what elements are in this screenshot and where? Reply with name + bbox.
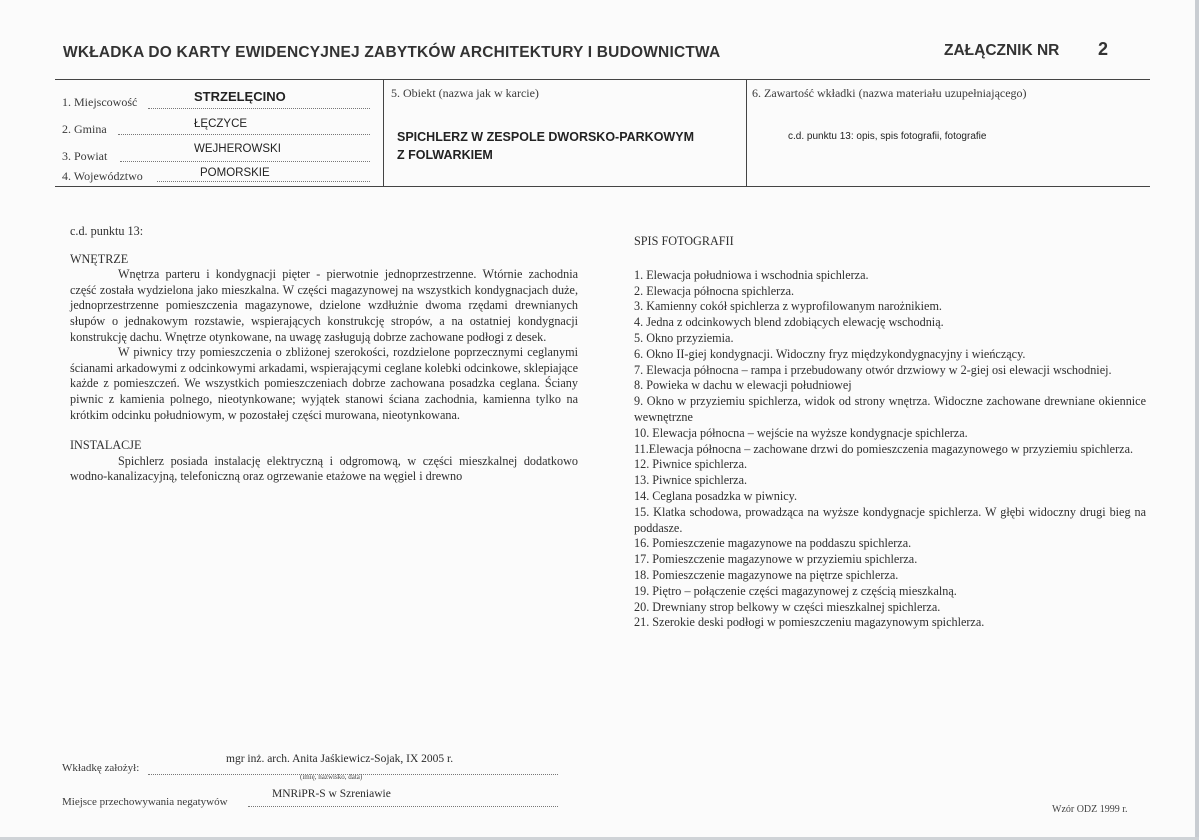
miejscowosc-dotline bbox=[148, 108, 370, 109]
photo-list-item: 6. Okno II-giej kondygnacji. Widoczny fryz międzykondygnacyjny i wieńczący. bbox=[634, 346, 1026, 361]
powiat-label: 3. Powiat bbox=[62, 149, 108, 163]
photo-list-item: 8. Powieka w dachu w elewacji południowej bbox=[634, 378, 852, 393]
photo-list-item: 19. Piętro – połączenie części magazynowej z częścią mieszkalną. bbox=[634, 583, 957, 598]
photo-list-item: 9. Okno w przyziemiu spichlerza, widok od strony wnętrza. Widoczne zachowane drewniane okiennice wewnętrzne bbox=[634, 394, 1146, 424]
photo-list bbox=[634, 268, 1146, 631]
content-label: 6. Zawartość wkładki (nazwa materiału uzupełniającego) bbox=[752, 86, 1027, 100]
wojewodztwo-label: 4. Województwo bbox=[62, 169, 143, 183]
photo-list-item: 14. Ceglana posadzka w piwnicy. bbox=[634, 488, 798, 503]
powiat-value: WEJHEROWSKI bbox=[194, 143, 281, 155]
attachment-number: 2 bbox=[1098, 39, 1109, 59]
author-hint: (imię, nazwisko, data) bbox=[300, 773, 363, 781]
photo-list-item: 17. Pomieszczenie magazynowe w przyziemiu spichlerza. bbox=[634, 552, 918, 567]
box-divider-2 bbox=[746, 79, 747, 187]
photo-list-item: 3. Kamienny cokół spichlerza z wyprofilowanym narożnikiem. bbox=[634, 299, 942, 314]
spacer bbox=[70, 423, 578, 435]
photo-list-item: 4. Jedna z odcinkowych blend zdobiących elewację wschodnią. bbox=[634, 315, 944, 330]
photo-list-item: 13. Piwnice spichlerza. bbox=[634, 473, 748, 488]
installations-heading: INSTALACJE bbox=[70, 438, 142, 453]
wojewodztwo-dotline bbox=[157, 181, 370, 182]
box-bottom-line bbox=[55, 186, 1150, 187]
description-section bbox=[70, 224, 578, 485]
attachment-label: ZAŁĄCZNIK NR bbox=[944, 42, 1060, 59]
interiors-paragraph-1: Wnętrza parteru i kondygnacji pięter - pierwotnie jednoprzestrzenne. Wtórnie zachodnia część została wydzielona jako mieszkalna. W części magazynowej na wszystkich kondygnacjach duże, jednoprzestrzenne pomieszczenia magazynowe, dzielone wzdłużnie dwoma rzędami drewnianych słupów o jednakowym rozstawie, wspierających konstrukcję stropów, a na ostatniej kondygnacji konstrukcję dachu. Wnętrze otynkowane, na uwagę zasługują dobrze zachowane podłogi z desek. bbox=[70, 267, 578, 344]
storage-value: MNRiPR-S w Szreniawie bbox=[272, 788, 391, 800]
photo-list-item: 2. Elewacja północna spichlerza. bbox=[634, 283, 795, 298]
photo-list-item: 7. Elewacja północna – rampa i przebudowany otwór drzwiowy w 2-giej osi elewacji wschodniej. bbox=[634, 362, 1112, 377]
miejscowosc-value: STRZELĘCINO bbox=[194, 89, 286, 104]
photo-list-item: 21. Szerokie deski podłogi w pomieszczeniu magazynowym spichlerza. bbox=[634, 615, 985, 630]
miejscowosc-label: 1. Miejscowość bbox=[62, 95, 138, 109]
form-code: Wzór ODZ 1999 r. bbox=[1052, 804, 1128, 815]
photo-list-heading: SPIS FOTOGRAFII bbox=[634, 234, 734, 248]
author-label: Wkładkę założył: bbox=[62, 762, 140, 774]
photo-list-item: 5. Okno przyziemia. bbox=[634, 330, 734, 345]
powiat-dotline bbox=[120, 161, 370, 162]
photo-list-item: 12. Piwnice spichlerza. bbox=[634, 457, 748, 472]
object-name-line-2: Z FOLWARKIEM bbox=[397, 148, 493, 162]
continuation-label: c.d. punktu 13: bbox=[70, 224, 144, 238]
photo-list-item: 15. Klatka schodowa, prowadząca na wyższe kondygnacje spichlerza. W głębi widoczny drugi bieg na poddasze. bbox=[634, 504, 1146, 535]
gmina-label: 2. Gmina bbox=[62, 122, 107, 136]
photo-list-item: 20. Drewniany strop belkowy w części mieszkalnej spichlerza. bbox=[634, 599, 941, 614]
author-value: mgr inż. arch. Anita Jaśkiewicz-Sojak, IX 2005 r. bbox=[226, 753, 454, 765]
gmina-value: ŁĘCZYCE bbox=[194, 118, 248, 130]
object-name-line-1: SPICHLERZ W ZESPOLE DWORSKO-PARKOWYM bbox=[397, 130, 694, 144]
interiors-paragraph-2: W piwnicy trzy pomieszczenia o zbliżonej szerokości, rozdzielone poprzecznymi ceglanymi ścianami arkadowymi z odcinkowymi arkadami, wspierającymi ceglane kolebki odcinkowe, sklepiające każde z pomieszczeń. We wszystkich pomieszczeniach dobrze zachowana posadzka ceglana. Ściany piwnic z kamienia polnego, nieotynkowane; wyjątek stanowi ściana zachodnia, kamienna tylko na krótkim odcinku południowym, w pozostałej części murowana, nieotynkowana. bbox=[70, 345, 578, 422]
gmina-dotline bbox=[118, 134, 370, 135]
spacer bbox=[70, 240, 578, 249]
photo-list-item: 1. Elewacja południowa i wschodnia spichlerza. bbox=[634, 267, 869, 282]
photo-list-item: 10. Elewacja północna – wejście na wyższe kondygnacje spichlerza. bbox=[634, 425, 968, 440]
photo-list-section bbox=[634, 234, 1146, 631]
photo-list-item: 16. Pomieszczenie magazynowe na poddaszu spichlerza. bbox=[634, 536, 912, 551]
object-name bbox=[397, 128, 742, 164]
box-top-line bbox=[55, 79, 1150, 80]
installations-paragraph: Spichlerz posiada instalację elektryczną i odgromową, w części mieszkalnej dodatkowo wodno-kanalizacyjną, telefoniczną oraz ogrzewanie etażowe na węgiel i drewno bbox=[70, 453, 578, 484]
box-divider-1 bbox=[383, 79, 384, 187]
wojewodztwo-value: POMORSKIE bbox=[200, 167, 270, 179]
photo-list-item: 18. Pomieszczenie magazynowe na piętrze spichlerza. bbox=[634, 567, 899, 582]
interiors-heading: WNĘTRZE bbox=[70, 251, 129, 266]
content-value: c.d. punktu 13: opis, spis fotografii, fotografie bbox=[788, 131, 987, 142]
storage-label: Miejsce przechowywania negatywów bbox=[62, 796, 228, 808]
storage-dotline bbox=[248, 806, 558, 807]
photo-list-item: 11.Elewacja północna – zachowane drzwi do pomieszczenia magazynowego w przyziemiu spichlerza. bbox=[634, 441, 1134, 456]
object-label: 5. Obiekt (nazwa jak w karcie) bbox=[391, 86, 539, 100]
form-title: WKŁADKA DO KARTY EWIDENCYJNEJ ZABYTKÓW ARCHITEKTURY I BUDOWNICTWA bbox=[63, 44, 721, 61]
paper-edge-right bbox=[1195, 0, 1199, 840]
